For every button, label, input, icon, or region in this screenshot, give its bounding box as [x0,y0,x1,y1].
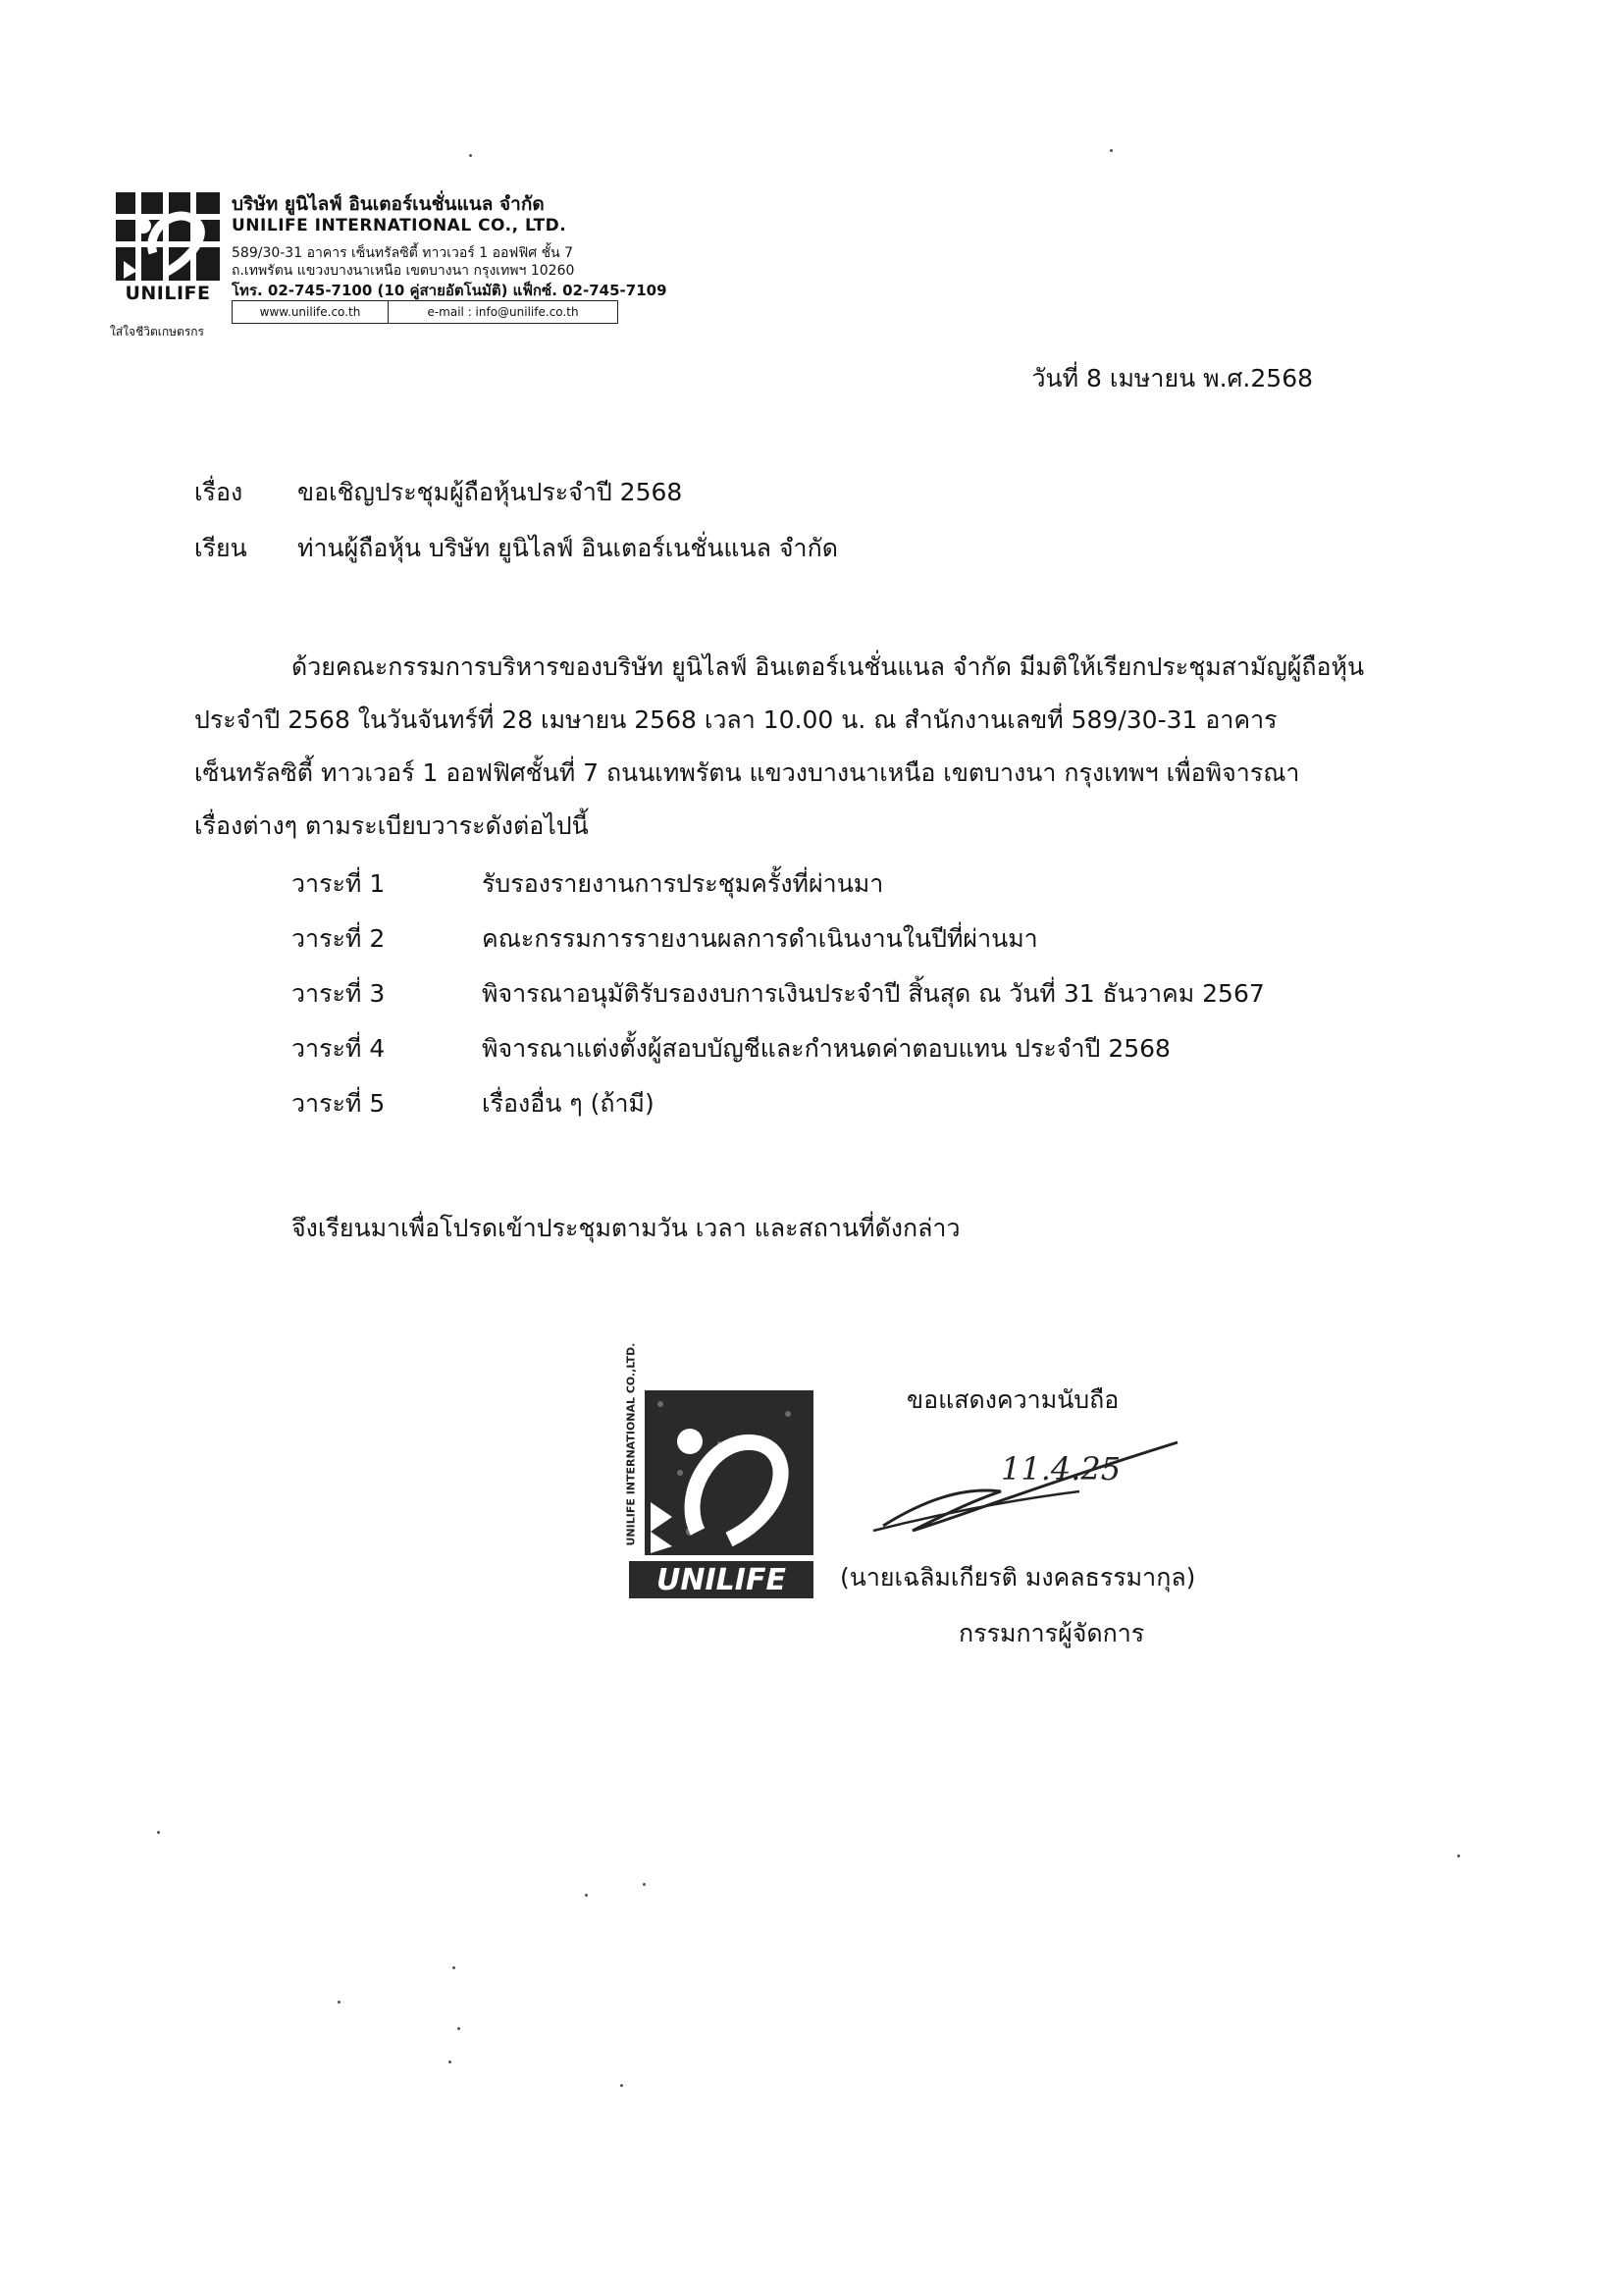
recipient-value: ท่านผู้ถือหุ้น บริษัท ยูนิไลฟ์ อินเตอร์เนชั่นแนล จำกัด [297,534,838,562]
agenda-item-label: วาระที่ 1 [291,869,386,898]
body-line: ด้วยคณะกรรมการบริหารของบริษัท ยูนิไลฟ์ อินเตอร์เนชั่นแนล จำกัด มีมติให้เรียกประชุมสามัญผู้ถือหุ้น [291,652,1365,681]
subject-value: ขอเชิญประชุมผู้ถือหุ้นประจำปี 2568 [297,478,683,506]
website-link[interactable]: www.unilife.co.th [233,301,389,323]
agenda-item-text: เรื่องอื่น ๆ (ถ้ามี) [482,1089,654,1118]
address-line-1: 589/30-31 อาคาร เซ็นทรัลซิตี้ ทาวเวอร์ 1 ออฟฟิศ ชั้น 7 [232,245,574,261]
body-paragraph [194,641,1448,853]
agenda-item-label: วาระที่ 5 [291,1089,386,1118]
company-slogan: ใส่ใจชีวิตเกษตรกร [110,325,204,339]
closing-sentence: จึงเรียนมาเพื่อโปรดเข้าประชุมตามวัน เวลา และสถานที่ดังกล่าว [291,1214,961,1242]
recipient-label: เรียน [194,534,247,562]
scan-speck [643,1883,646,1886]
email-link[interactable]: e-mail : info@unilife.co.th [427,305,579,319]
scan-speck [452,1966,455,1969]
phone-fax: โทร. 02-745-7100 (10 คู่สายอัตโนมัติ) แฟ็กซ์. 02-745-7109 [232,282,667,299]
scan-speck [448,2061,451,2063]
company-logo [116,192,220,312]
signer-position: กรรมการผู้จัดการ [959,1619,1145,1647]
respect-closing: ขอแสดงความนับถือ [907,1385,1120,1414]
signature-date: 11.4.25 [1001,1450,1122,1487]
scan-speck [620,2084,623,2087]
handwritten-signature [854,1433,1187,1540]
stamp-bottom-text: UNILIFE [656,1562,786,1597]
scan-speck [338,2001,340,2004]
contact-box [232,300,618,324]
agenda-item-text: คณะกรรมการรายงานผลการดำเนินงานในปีที่ผ่านมา [482,924,1038,953]
scan-speck [157,1831,160,1834]
company-name-thai: บริษัท ยูนิไลฟ์ อินเตอร์เนชั่นแนล จำกัด [232,193,545,215]
address-line-2: ถ.เทพรัตน แขวงบางนาเหนือ เขตบางนา กรุงเทพฯ 10260 [232,263,575,279]
company-name-english: UNILIFE INTERNATIONAL CO., LTD. [232,216,567,235]
letter-date: วันที่ 8 เมษายน พ.ศ.2568 [1031,364,1313,392]
agenda-item-text: รับรองรายงานการประชุมครั้งที่ผ่านมา [482,869,884,898]
agenda-item-label: วาระที่ 2 [291,924,386,953]
subject-label: เรื่อง [194,478,243,506]
body-line: เซ็นทรัลซิตี้ ทาวเวอร์ 1 ออฟฟิศชั้นที่ 7 ถนนเทพรัตน แขวงบางนาเหนือ เขตบางนา กรุงเทพฯ เพื่อพิจารณา [194,758,1300,787]
scan-speck [1110,149,1113,152]
agenda-item-text: พิจารณาอนุมัติรับรองงบการเงินประจำปี สิ้นสุด ณ วันที่ 31 ธันวาคม 2567 [482,979,1265,1008]
scan-speck [585,1894,588,1897]
scan-speck [457,2027,460,2030]
stamp-side-text: UNILIFE INTERNATIONAL CO.,LTD. [624,1342,638,1546]
company-stamp [621,1342,817,1602]
signer-name: (นายเฉลิมเกียรติ มงคลธรรมากุล) [840,1563,1196,1592]
agenda-item-text: พิจารณาแต่งตั้งผู้สอบบัญชีและกำหนดค่าตอบแทน ประจำปี 2568 [482,1034,1171,1063]
agenda-item-label: วาระที่ 4 [291,1034,386,1063]
scan-speck [469,154,472,157]
agenda-item-label: วาระที่ 3 [291,979,386,1008]
body-line: ประจำปี 2568 ในวันจันทร์ที่ 28 เมษายน 2568 เวลา 10.00 น. ณ สำนักงานเลขที่ 589/30-31 อาคาร [194,705,1278,734]
logo-wordmark: UNILIFE [125,283,211,304]
scan-speck [1457,1854,1460,1857]
body-line: เรื่องต่างๆ ตามระเบียบวาระดังต่อไปนี้ [194,811,589,840]
